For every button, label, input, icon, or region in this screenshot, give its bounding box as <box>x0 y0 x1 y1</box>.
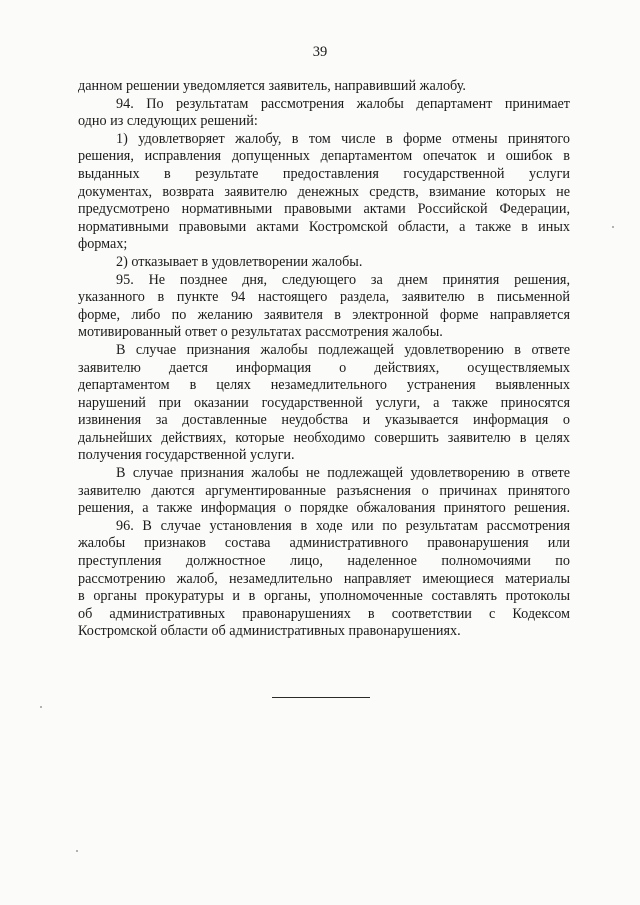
text-line: 95. Не позднее дня, следующего за днем принятия решения, <box>116 271 570 288</box>
text-line: мотивированный ответ о результатах рассмотрения жалобы. <box>78 324 443 341</box>
text-line: форме, либо по желанию заявителя в электронной форме направляется <box>78 306 570 323</box>
text-line: одно из следующих решений: <box>78 113 258 130</box>
text-line: рассмотрению жалоб, незамедлительно направляет имеющиеся материалы <box>78 570 570 587</box>
text-line: документах, возврата заявителю денежных средств, взимание которых не <box>78 183 570 200</box>
text-line: извинения за доставленные неудобства и указывается информация о <box>78 412 570 429</box>
text-line: получения государственной услуги. <box>78 447 295 464</box>
text-line: об административных правонарушениях в соответствии с Кодексом <box>78 605 570 622</box>
text-line: в органы прокуратуры и в органы, уполномоченные составлять протоколы <box>78 588 570 605</box>
page-number: 39 <box>312 44 328 60</box>
text-line: нормативными правовыми актами Костромской области, а также в иных <box>78 218 570 235</box>
text-line: нарушений при оказании государственной услуги, а также приносятся <box>78 394 570 411</box>
text-line: Костромской области об административных правонарушениях. <box>78 623 461 640</box>
text-line: В случае признания жалобы не подлежащей удовлетворению в ответе <box>116 465 570 482</box>
text-line: выданных в результате предоставления государственной услуги <box>78 165 570 182</box>
text-line: 96. В случае установления в ходе или по результатам рассмотрения <box>116 517 570 534</box>
scan-speck <box>612 226 614 228</box>
text-line: указанного в пункте 94 настоящего раздела, заявителю в письменной <box>78 289 570 306</box>
document-body <box>78 78 570 641</box>
text-line: 2) отказывает в удовлетворении жалобы. <box>116 253 363 270</box>
text-line: решения, а также информация о порядке обжалования принятого решения. <box>78 500 570 517</box>
text-line: В случае признания жалобы подлежащей удовлетворению в ответе <box>116 341 570 358</box>
text-line: 94. По результатам рассмотрения жалобы департамент принимает <box>116 95 570 112</box>
text-line: 1) удовлетворяет жалобу, в том числе в форме отмены принятого <box>116 130 570 147</box>
end-separator-line <box>272 697 370 698</box>
text-line: решения, исправления допущенных департаментом опечаток и ошибок в <box>78 148 570 165</box>
text-line: дальнейших действиях, которые необходимо совершить заявителю в целях <box>78 429 570 446</box>
text-line: департаментом в целях незамедлительного устранения выявленных <box>78 377 570 394</box>
text-line: предусмотрено нормативными правовыми актами Российской Федерации, <box>78 201 570 218</box>
scan-speck <box>76 850 78 852</box>
text-line: жалобы признаков состава административного правонарушения или <box>78 535 570 552</box>
text-line: данном решении уведомляется заявитель, направивший жалобу. <box>78 78 466 94</box>
scan-speck <box>40 706 42 708</box>
text-line: заявителю дается информация о действиях, осуществляемых <box>78 359 570 376</box>
text-line: заявителю даются аргументированные разъяснения о причинах принятого <box>78 482 570 499</box>
text-line: формах; <box>78 236 128 253</box>
text-line: преступления должностное лицо, наделенное полномочиями по <box>78 553 570 570</box>
